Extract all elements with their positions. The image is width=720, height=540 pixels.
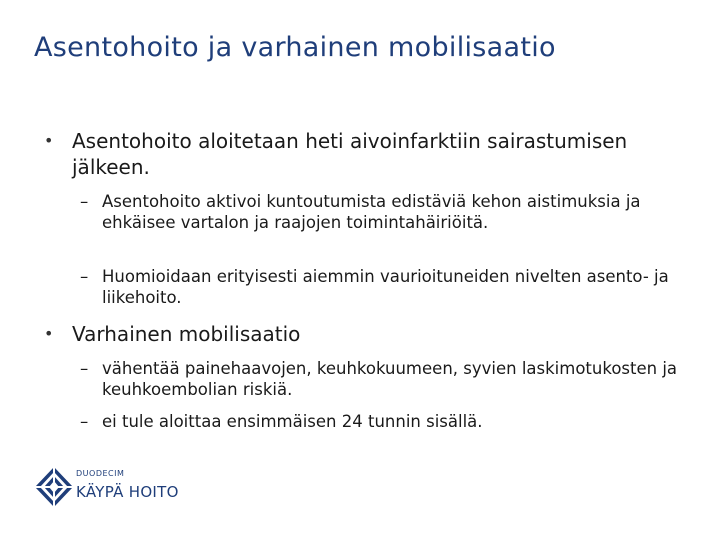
- slide-title: Asentohoito ja varhainen mobilisaatio: [34, 32, 556, 63]
- bullet-mark: •: [44, 324, 54, 343]
- sub-bullet-text: Asentohoito aktivoi kuntoutumista edistäviä kehon aistimuksia ja ehkäisee vartalon ja raajojen toimintahäiriöitä.: [102, 192, 641, 232]
- sub-bullet-text: vähentää painehaavojen, keuhkokuumeen, syvien laskimotukosten ja keuhkoembolian riskiä.: [102, 359, 678, 399]
- sub-bullet-text: ei tule aloittaa ensimmäisen 24 tunnin sisällä.: [102, 412, 483, 431]
- logo-duodecim-text: DUODECIM: [76, 469, 125, 478]
- sub-bullet-mark: –: [80, 412, 89, 431]
- kaypa-hoito-logo: [34, 466, 184, 516]
- bullet-mark: •: [44, 131, 54, 150]
- sub-bullet-text: Huomioidaan erityisesti aiemmin vaurioituneiden nivelten asento- ja liikehoito.: [102, 267, 669, 307]
- sub-bullet-mark: –: [80, 267, 89, 286]
- logo-kaypa-hoito-text: KÄYPÄ HOITO: [76, 483, 179, 501]
- diamond-logo-icon: [34, 466, 74, 508]
- sub-bullet-mark: –: [80, 192, 89, 211]
- sub-bullet-mark: –: [80, 359, 89, 378]
- bullet-text: Asentohoito aloitetaan heti aivoinfarktiin sairastumisen jälkeen.: [72, 129, 628, 179]
- bullet-text: Varhainen mobilisaatio: [72, 322, 301, 346]
